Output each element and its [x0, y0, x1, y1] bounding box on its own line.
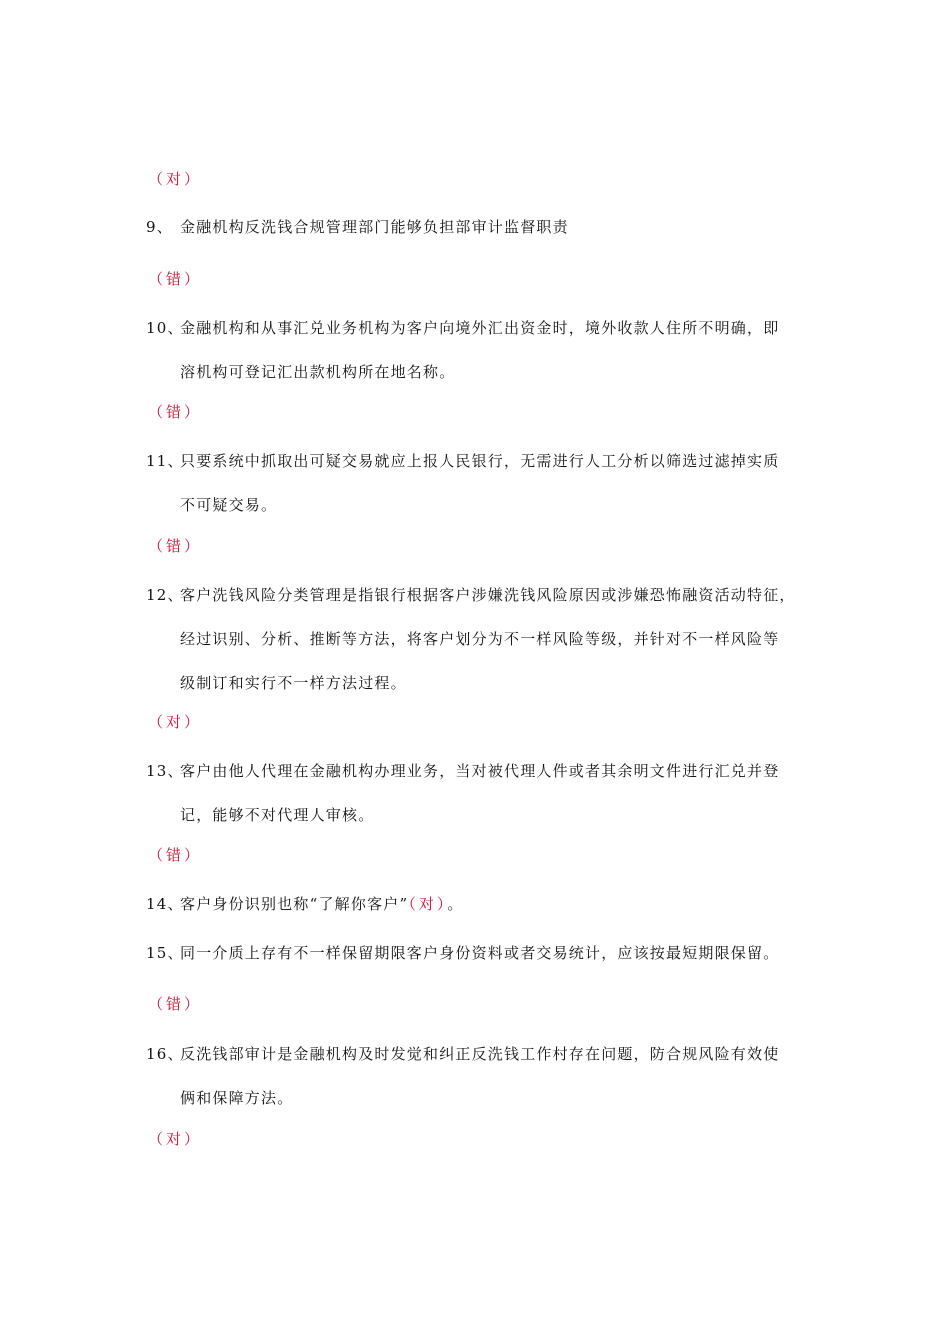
question-number: 11、: [146, 452, 184, 470]
question-12: [146, 573, 826, 705]
question-16: [146, 1032, 826, 1120]
question-14: [146, 882, 826, 926]
question-text: 只要系统中抓取出可疑交易就应上报人民银行，无需进行人工分析以筛选过滤掉实质: [180, 452, 780, 470]
question-11: [146, 439, 826, 527]
question-15: [146, 931, 826, 975]
question-10: [146, 306, 826, 394]
question-9: [146, 205, 826, 249]
question-text: 记，能够不对代理人审核。: [180, 806, 375, 824]
question-text-end: 。: [447, 895, 464, 913]
question-text: 客户洗钱风险分类管理是指银行根据客户涉嫌洗钱风险原因或涉嫌恐怖融资活动特征，: [180, 586, 796, 604]
question-text: 客户身份识别也称“了解你客户”: [180, 895, 409, 913]
question-number: 12、: [146, 586, 184, 604]
answer-q10: （错）: [148, 403, 203, 421]
answer-q9: （错）: [148, 270, 203, 288]
question-text: 不可疑交易。: [180, 496, 278, 514]
question-number: 9、: [146, 218, 173, 236]
question-number: 14、: [146, 895, 184, 913]
answer-q12: （对）: [148, 713, 203, 731]
question-text: 反洗钱部审计是金融机构及时发觉和纠正反洗钱工作村存在问题，防合规风险有效使: [180, 1045, 780, 1063]
question-text: 经过识别、分析、推断等方法，将客户划分为不一样风险等级，并针对不一样风险等: [180, 630, 780, 648]
answer-q16: （对）: [148, 1130, 203, 1148]
answer-q14: （对）: [408, 895, 448, 913]
question-text: 同一介质上存有不一样保留期限客户身份资料或者交易统计，应该按最短期限保留。: [180, 944, 780, 962]
question-number: 13、: [146, 762, 184, 780]
question-text: 金融机构反洗钱合规管理部门能够负担部审计监督职责: [180, 218, 569, 236]
question-text: 溶机构可登记汇出款机构所在地名称。: [180, 363, 456, 381]
answer-q13: （错）: [148, 846, 203, 864]
question-13: [146, 749, 826, 837]
question-number: 10、: [146, 319, 184, 337]
question-number: 16、: [146, 1045, 184, 1063]
answer-q8: （对）: [148, 170, 203, 188]
question-text: 客户由他人代理在金融机构办理业务，当对被代理人件或者其余明文件进行汇兑并登: [180, 762, 780, 780]
question-number: 15、: [146, 944, 184, 962]
question-text: 俩和保障方法。: [180, 1089, 294, 1107]
question-text: 级制订和实行不一样方法过程。: [180, 674, 407, 692]
question-text: 金融机构和从事汇兑业务机构为客户向境外汇出资金时，境外收款人住所不明确，即: [180, 319, 780, 337]
answer-q15: （错）: [148, 995, 203, 1013]
answer-q11: （错）: [148, 537, 203, 555]
